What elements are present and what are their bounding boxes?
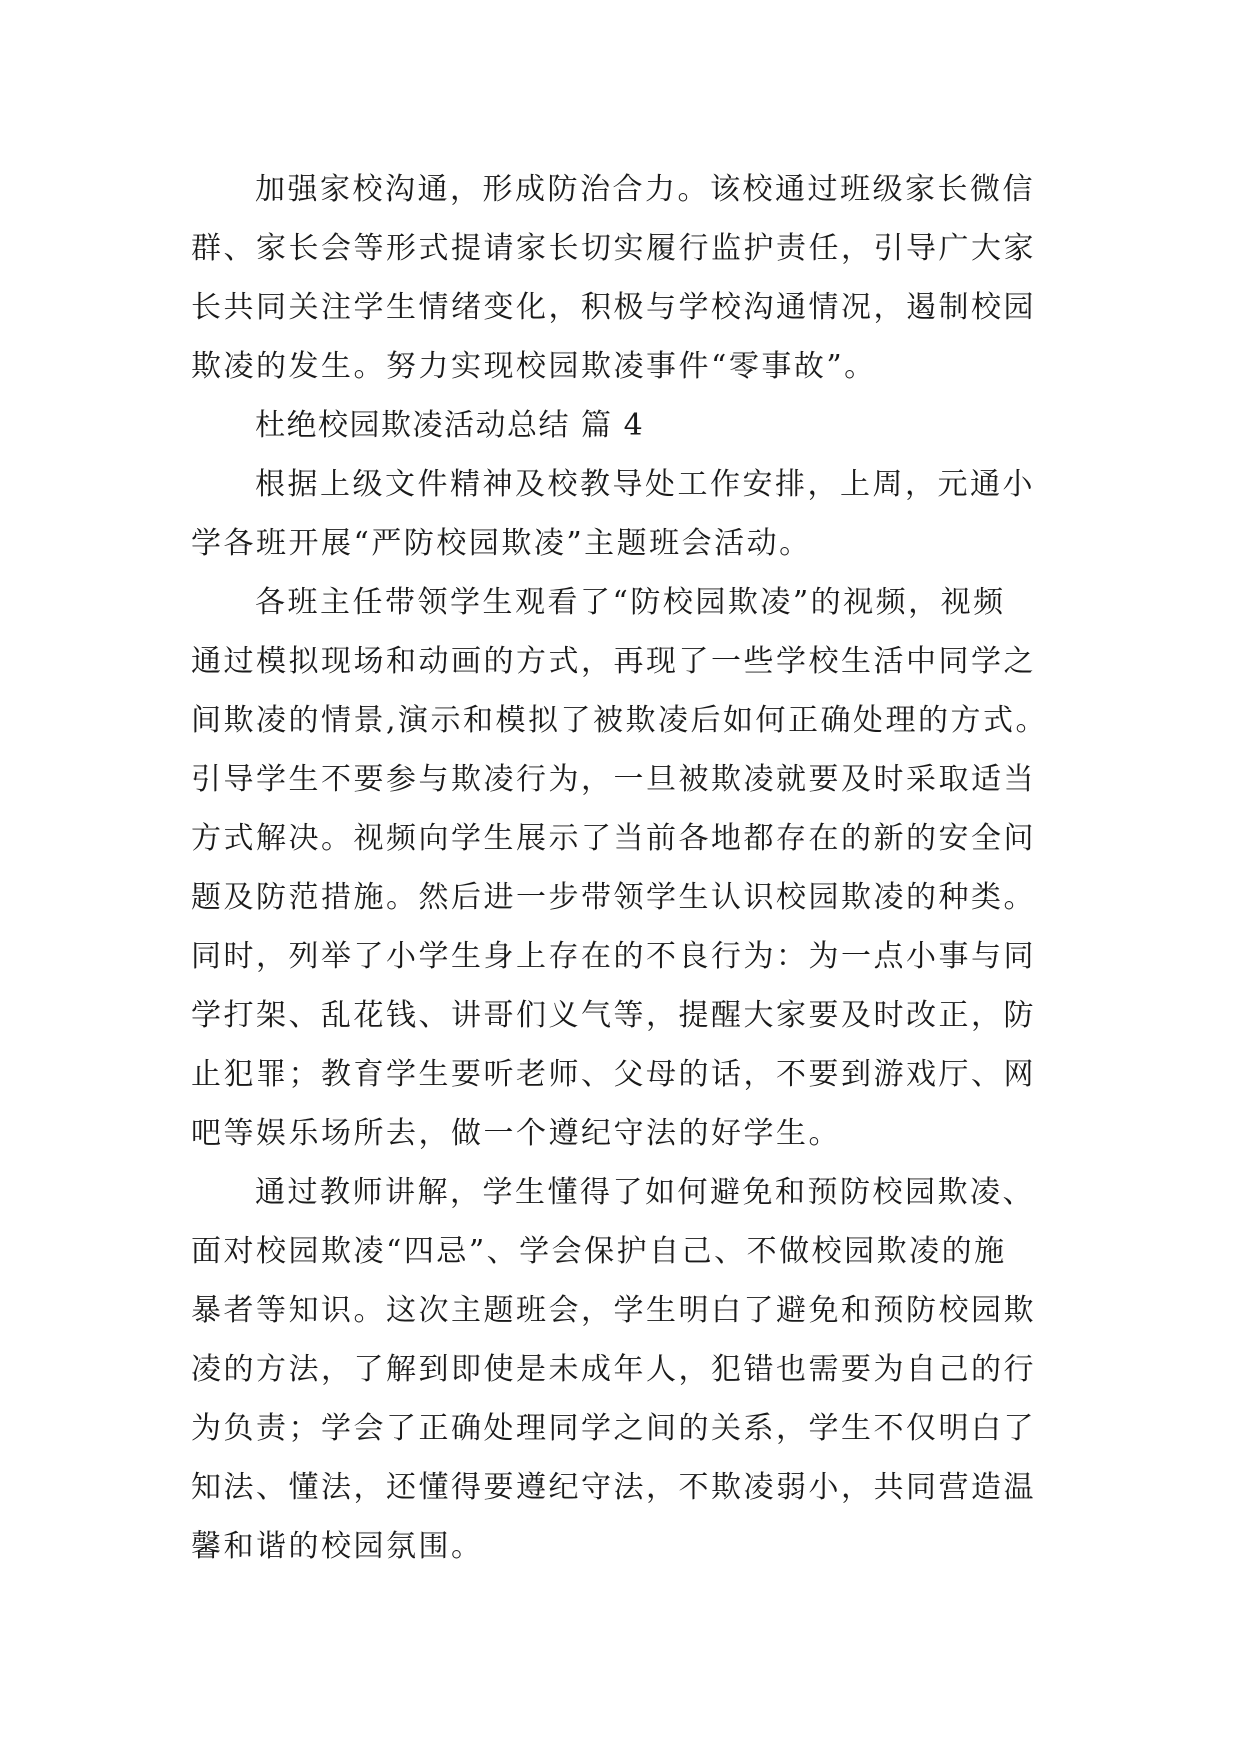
paragraph-home-school-communication (191, 160, 1051, 396)
text-line: 欺凌的发生。努力实现校园欺凌事件“零事故”。 (191, 349, 877, 384)
text-line: 吧等娱乐场所去，做一个遵纪守法的好学生。 (191, 1116, 841, 1151)
document-body (191, 160, 1051, 1576)
text-line: 为负责；学会了正确处理同学之间的关系，学生不仅明白了 (191, 1411, 1036, 1446)
text-line: 知法、懂法，还懂得要遵纪守法，不欺凌弱小，共同营造温 (191, 1470, 1036, 1505)
text-line: 同时，列举了小学生身上存在的不良行为：为一点小事与同 (191, 939, 1036, 974)
text-line: 根据上级文件精神及校教导处工作安排，上周，元通小 (255, 467, 1035, 502)
text-line: 通过模拟现场和动画的方式，再现了一些学校生活中同学之 (191, 644, 1036, 679)
text-line: 学打架、乱花钱、讲哥们义气等，提醒大家要及时改正，防 (191, 998, 1036, 1033)
text-line: 长共同关注学生情绪变化，积极与学校沟通情况，遏制校园 (191, 290, 1036, 325)
text-line: 馨和谐的校园氛围。 (191, 1529, 484, 1564)
text-line: 间欺凌的情景,演示和模拟了被欺凌后如何正确处理的方式。 (191, 703, 1049, 738)
text-line: 凌的方法，了解到即使是未成年人，犯错也需要为自己的行 (191, 1352, 1036, 1387)
text-line: 止犯罪；教育学生要听老师、父母的话，不要到游戏厅、网 (191, 1057, 1036, 1092)
text-line: 群、家长会等形式提请家长切实履行监护责任，引导广大家 (191, 231, 1036, 266)
text-line: 通过教师讲解，学生懂得了如何避免和预防校园欺凌、 (255, 1175, 1035, 1210)
text-line: 学各班开展“严防校园欺凌”主题班会活动。 (191, 526, 812, 561)
paragraph-activity-intro (191, 455, 1051, 573)
text-line: 暴者等知识。这次主题班会，学生明白了避免和预防校园欺 (191, 1293, 1036, 1328)
text-line: 方式解决。视频向学生展示了当前各地都存在的新的安全问 (191, 821, 1036, 856)
text-line: 各班主任带领学生观看了“防校园欺凌”的视频，视频 (255, 585, 1006, 620)
paragraph-outcome (191, 1163, 1051, 1576)
text-line: 面对校园欺凌“四忌”、学会保护自己、不做校园欺凌的施 (191, 1234, 1007, 1269)
section-title: 杜绝校园欺凌活动总结 篇 4 (255, 408, 645, 443)
text-line: 题及防范措施。然后进一步带领学生认识校园欺凌的种类。 (191, 880, 1036, 915)
text-line: 引导学生不要参与欺凌行为，一旦被欺凌就要及时采取适当 (191, 762, 1036, 797)
paragraph-video-viewing (191, 573, 1051, 1163)
text-line: 加强家校沟通，形成防治合力。该校通过班级家长微信 (255, 172, 1035, 207)
